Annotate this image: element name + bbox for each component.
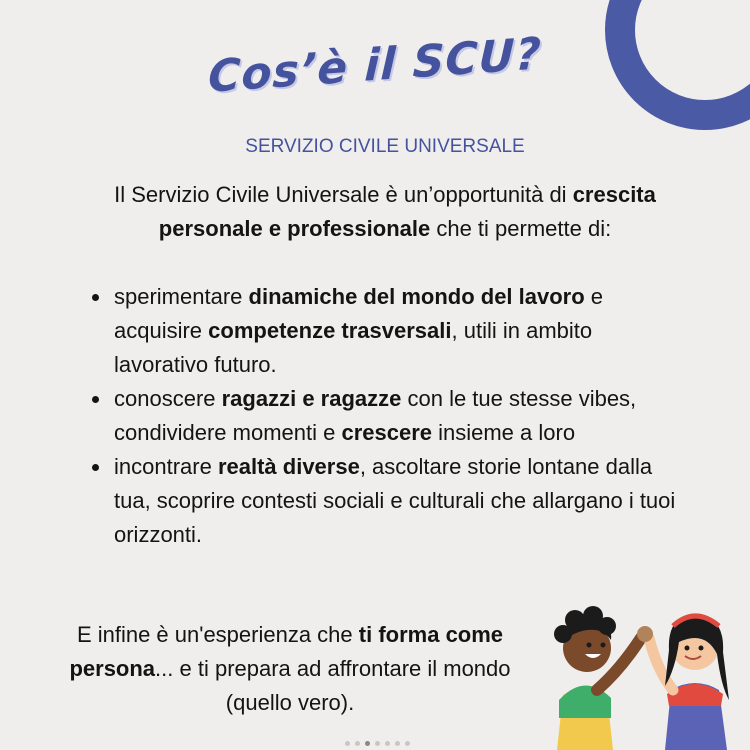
list-item-text: con le tue stesse vibes, condividere momenti e (114, 386, 637, 445)
carousel-dot[interactable] (385, 741, 390, 746)
list-item-bold: competenze trasversali (208, 318, 452, 343)
list-item-text: conoscere (114, 386, 222, 411)
benefits-list (88, 280, 688, 552)
page-title: Cos’è il SCU? (207, 28, 543, 103)
boy-figure (554, 606, 641, 750)
carousel-dot[interactable] (405, 741, 410, 746)
list-item-text: incontrare (114, 454, 218, 479)
intro-text-2: che ti permette di: (430, 216, 612, 241)
intro-text-1: Il Servizio Civile Universale è un’opportunità di (114, 182, 573, 207)
closing-paragraph (40, 618, 540, 720)
closing-text-2: ... e ti prepara ad affrontare il mondo (quello vero). (155, 656, 511, 715)
list-item-text: e acquisire (114, 284, 604, 343)
intro-paragraph (70, 178, 700, 246)
kids-high-five-illustration (545, 590, 745, 750)
list-item-bold: ragazzi e ragazze (221, 386, 402, 411)
carousel-dot[interactable] (395, 741, 400, 746)
carousel-dot[interactable] (365, 741, 370, 746)
subtitle: SERVIZIO CIVILE UNIVERSALE (245, 136, 525, 157)
high-five-hands (637, 626, 653, 642)
list-item (88, 450, 688, 552)
list-item (88, 382, 688, 450)
carousel-indicator[interactable] (345, 741, 410, 746)
list-item-text: , ascoltare storie lontane dalla tua, scoprire contesti sociali e culturali che allargano i tuoi orizzonti. (114, 454, 676, 547)
carousel-dot[interactable] (375, 741, 380, 746)
list-item-bold: realtà diverse (217, 454, 360, 479)
bullet-icon (92, 294, 99, 301)
intro-bold-1: crescita personale e professionale (158, 182, 656, 241)
list-item (88, 280, 688, 382)
closing-text-1: E infine è un'esperienza che (76, 622, 359, 647)
bullet-icon (92, 396, 99, 403)
list-item-text: sperimentare (114, 284, 249, 309)
closing-bold-1: ti forma come persona (69, 622, 504, 681)
list-item-bold: crescere (341, 420, 432, 445)
carousel-dot[interactable] (355, 741, 360, 746)
list-item-text: insieme a loro (432, 420, 576, 445)
girl-figure (649, 614, 729, 750)
bullet-icon (92, 464, 99, 471)
list-item-text: , utili in ambito lavorativo futuro. (114, 318, 593, 377)
carousel-dot[interactable] (345, 741, 350, 746)
list-item-bold: dinamiche del mondo del lavoro (248, 284, 585, 309)
